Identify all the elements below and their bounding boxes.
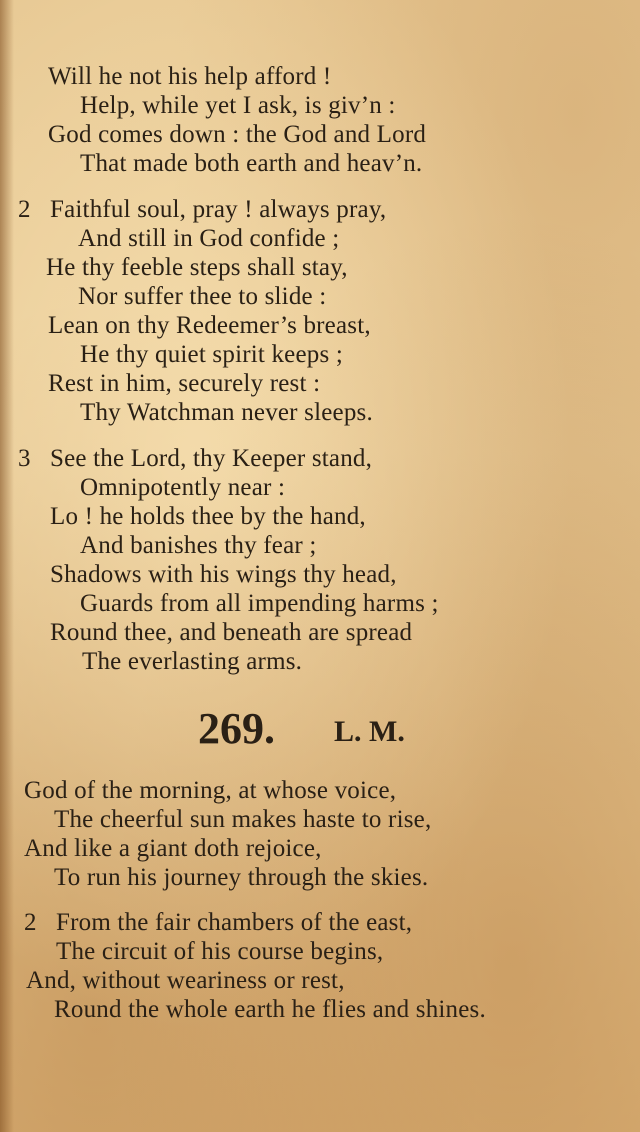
verse-line: Will he not his help afford ! [48, 63, 332, 90]
verse-line: The circuit of his course begins, [56, 938, 384, 965]
verse-line: See the Lord, thy Keeper stand, [50, 445, 373, 472]
verse-number: 2 [24, 909, 37, 936]
verse-line: Omnipotently near : [80, 474, 286, 501]
verse-line: Round thee, and beneath are spread [50, 619, 413, 646]
hymn-meter: L. M. [334, 715, 405, 748]
verse-line: God comes down : the God and Lord [48, 121, 427, 148]
verse-line: And still in God confide ; [78, 225, 340, 252]
verse-line: From the fair chambers of the east, [56, 909, 413, 936]
verse-line: Nor suffer thee to slide : [78, 283, 327, 310]
verse-line: And like a giant doth rejoice, [24, 835, 322, 862]
verse-line: Shadows with his wings thy head, [50, 561, 397, 588]
verse-line: To run his journey through the skies. [54, 864, 429, 891]
verse-line: The cheerful sun makes haste to rise, [54, 806, 432, 833]
verse-line: That made both earth and heav’n. [80, 150, 423, 177]
verse-line: The everlasting arms. [82, 648, 303, 675]
page-binding-edge [0, 0, 14, 1132]
verse-line: He thy feeble steps shall stay, [46, 254, 348, 281]
verse-line: He thy quiet spirit keeps ; [80, 341, 343, 368]
verse-line: Lo ! he holds thee by the hand, [50, 503, 366, 530]
verse-number: 3 [18, 445, 31, 472]
verse-line: Rest in him, securely rest : [48, 370, 321, 397]
verse-line: And, without weariness or rest, [26, 967, 345, 994]
verse-line: Round the whole earth he flies and shines. [54, 996, 486, 1023]
verse-line: Guards from all impending harms ; [80, 590, 439, 617]
verse-line: God of the morning, at whose voice, [24, 777, 397, 804]
verse-number: 2 [18, 196, 31, 223]
verse-line: Thy Watchman never sleeps. [80, 399, 373, 426]
verse-line: Lean on thy Redeemer’s breast, [48, 312, 371, 339]
verse-line: Help, while yet I ask, is giv’n : [80, 92, 396, 119]
verse-line: Faithful soul, pray ! always pray, [50, 196, 387, 223]
verse-line: And banishes thy fear ; [80, 532, 317, 559]
hymn-number: 269. [198, 704, 275, 753]
